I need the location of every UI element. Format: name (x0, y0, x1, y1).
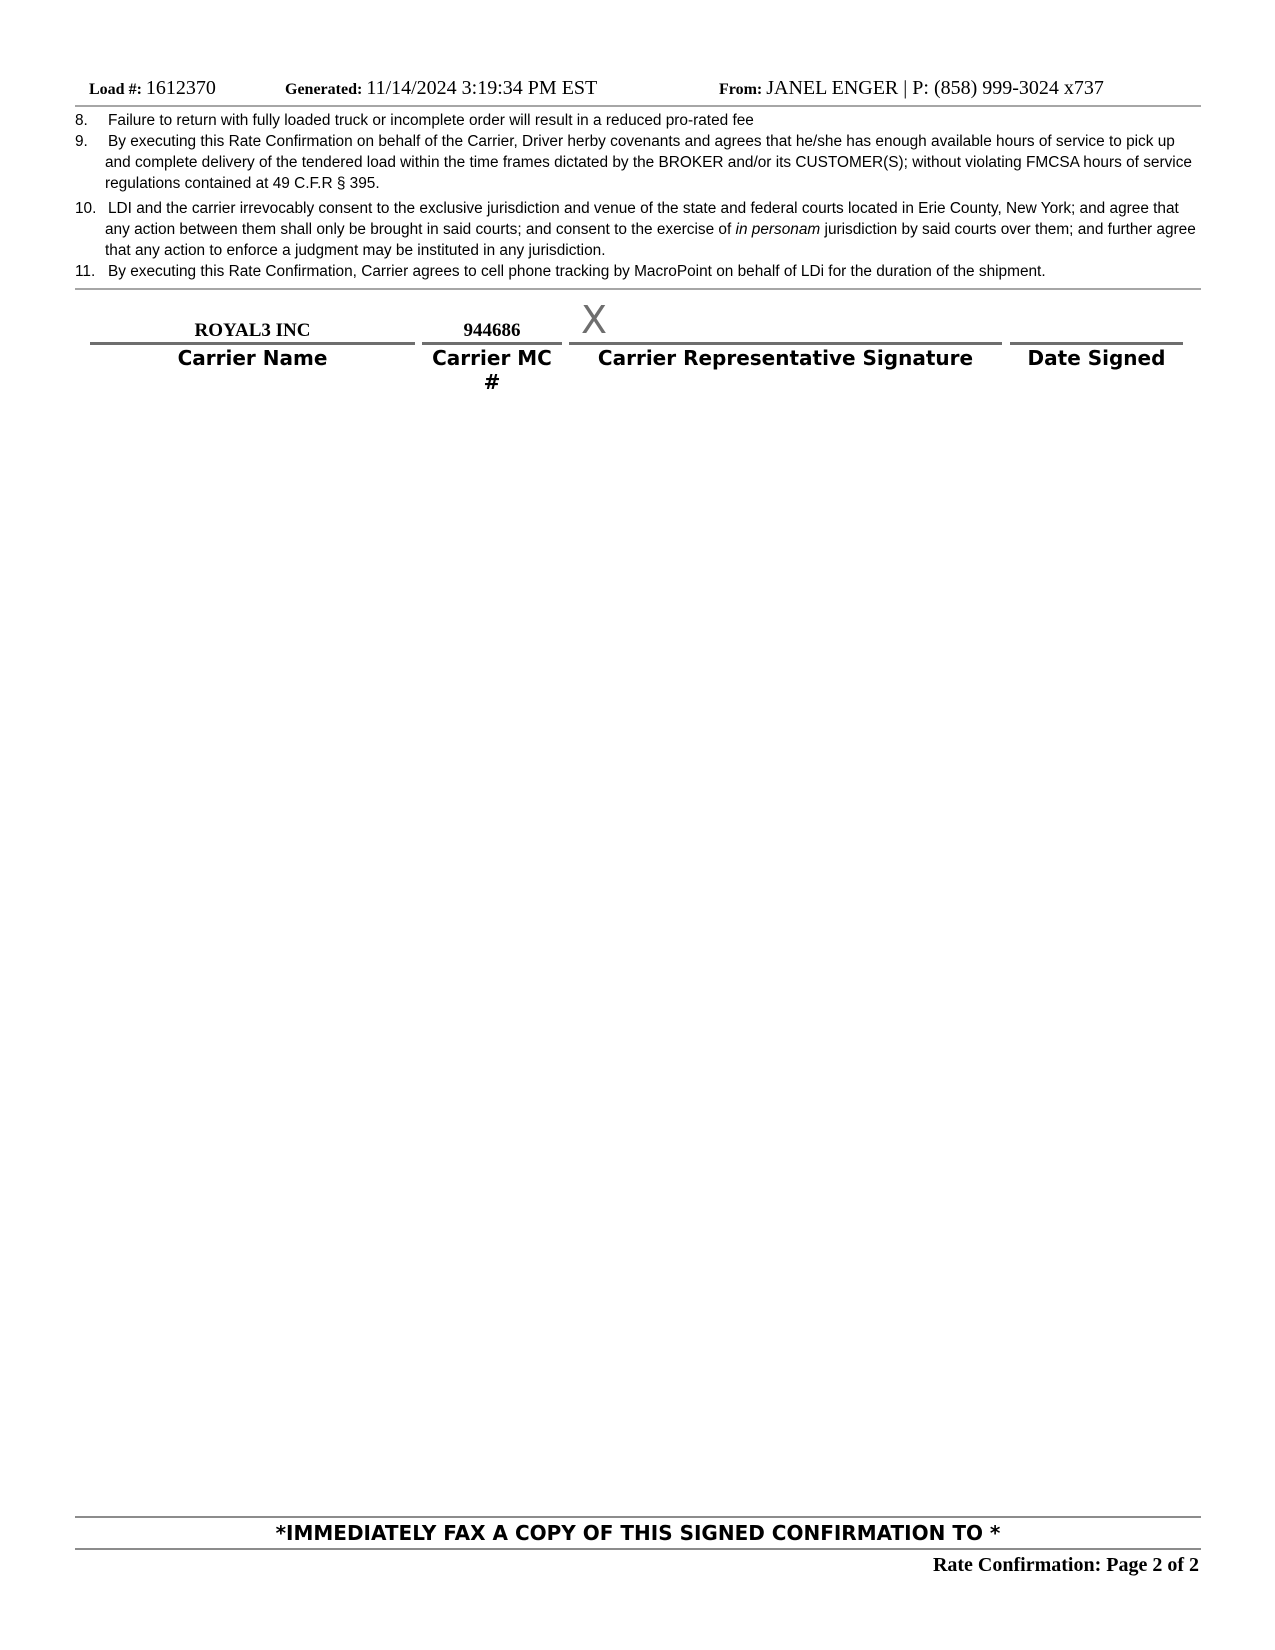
load-number-value: 1612370 (145, 77, 216, 99)
date-signed-line[interactable] (1010, 342, 1183, 345)
term-number: 11. (75, 263, 96, 280)
carrier-name-line (90, 342, 415, 345)
fax-notice: *IMMEDIATELY FAX A COPY OF THIS SIGNED CONFIRMATION TO * (75, 1516, 1201, 1550)
carrier-name-value: ROYAL3 INC (194, 320, 311, 341)
signature-line[interactable] (569, 342, 1002, 345)
signature-label: Carrier Representative Signature (597, 346, 974, 370)
page-header (75, 73, 1201, 107)
generated-field (285, 77, 597, 100)
term-text (75, 198, 1201, 262)
term-text-italic: in personam (735, 221, 821, 239)
term-text: By executing this Rate Confirmation on behalf of the Carrier, Driver herby covenants and agrees that he/she has enough available hours of service to pick up and complete delivery of the tendered load within the time frames dictated by the BROKER and/or its CUSTOMER(S); without violating FMCSA hours of service regulations contained at 49 C.F.R § 395. (105, 133, 1192, 193)
generated-label: Generated: (285, 81, 363, 98)
from-label: From: (719, 81, 763, 98)
from-value: JANEL ENGER | P: (858) 999-3024 x737 (766, 77, 1104, 99)
term-text-part: LDI and the carrier irrevocably consent to the exclusive jurisdiction and venue of the state and federal courts located in Erie County, New York; and agree that any action between them shall only be brought in said courts; and consent to the exercise of (105, 200, 1179, 239)
signature-block (0, 298, 1275, 394)
terms-list (75, 110, 1201, 290)
term-number: 8. (75, 112, 88, 129)
term-number: 10. (75, 200, 97, 217)
date-signed-label: Date Signed (1027, 346, 1166, 370)
carrier-mc-line (422, 342, 562, 345)
carrier-mc-label: Carrier MC # (432, 346, 552, 394)
page-number: Rate Confirmation: Page 2 of 2 (932, 1554, 1199, 1576)
term-text: By executing this Rate Confirmation, Carrier agrees to cell phone tracking by MacroPoint on behalf of LDi for the duration of the shipment. (108, 263, 1046, 280)
load-number-label: Load #: (89, 81, 142, 98)
term-item (75, 261, 1201, 282)
signature-x-mark: X (581, 298, 608, 342)
from-field (719, 77, 1104, 100)
term-number: 9. (75, 133, 88, 150)
term-item (75, 110, 1201, 131)
term-text: Failure to return with fully loaded truck or incomplete order will result in a reduced pro-rated fee (108, 112, 754, 129)
term-text-part: jurisdiction by said courts over them; and further agree that any action to enforce a judgment may be instituted in any jurisdiction. (105, 221, 1196, 260)
generated-value: 11/14/2024 3:19:34 PM EST (366, 77, 598, 99)
carrier-name-label: Carrier Name (177, 346, 328, 370)
carrier-mc-value: 944686 (463, 320, 521, 341)
term-item (75, 198, 1201, 262)
term-item (75, 131, 1201, 195)
load-number-field (89, 77, 216, 100)
